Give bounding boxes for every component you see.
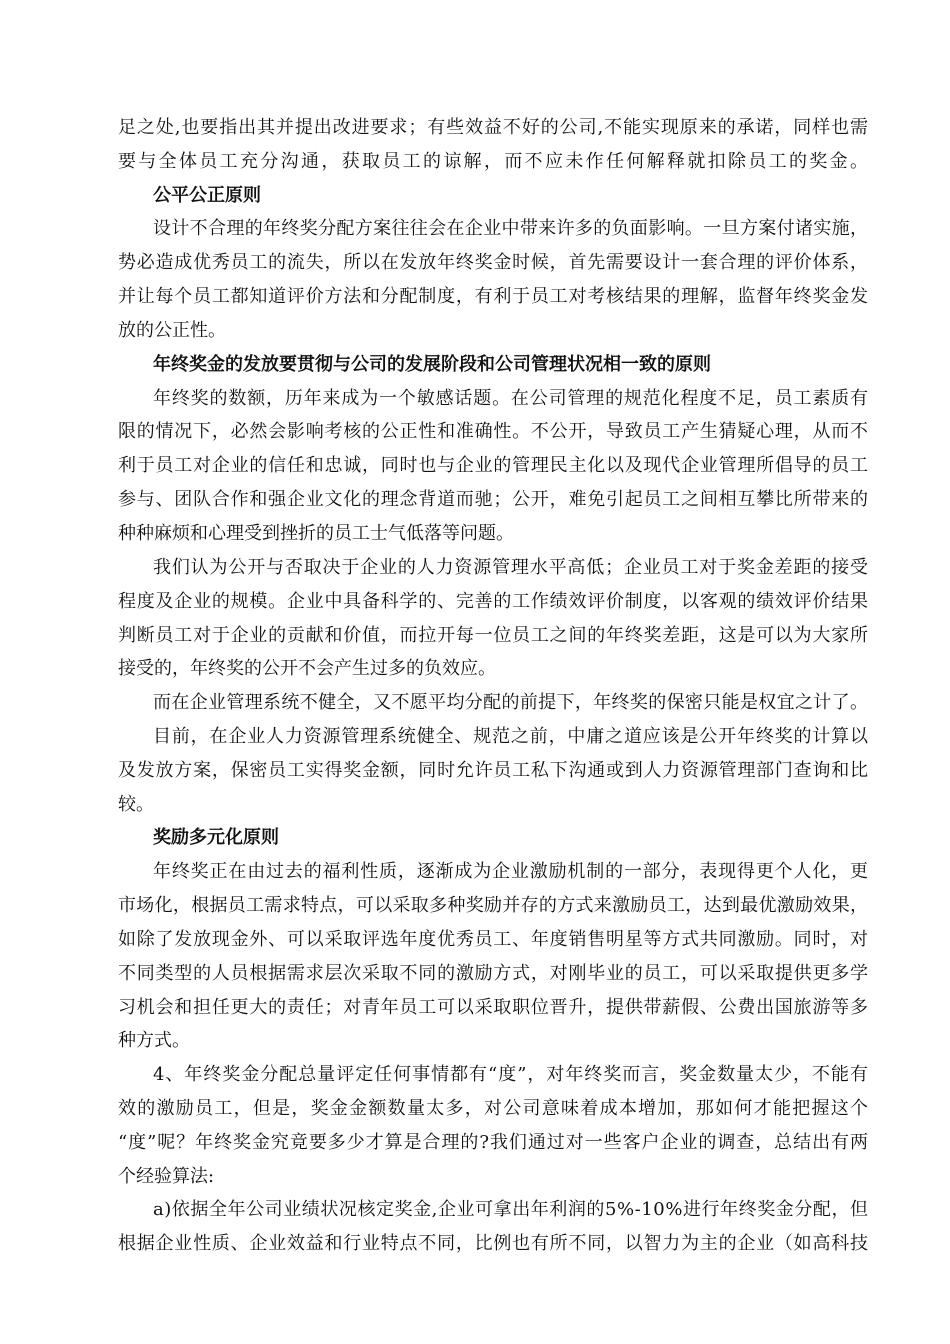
line-text: 利于员工对企业的信任和忠诚，同时也与企业的管理民主化以及现代企业管理所倡导的员工: [118, 455, 869, 476]
paragraph-line: [0, 688, 950, 718]
line-text: 放的公正性。: [118, 320, 226, 341]
paragraph-line: [0, 316, 950, 346]
line-text: 个经验算法:: [118, 1166, 215, 1187]
paragraph-line: [0, 993, 950, 1023]
paragraph-line: [0, 959, 950, 989]
line-text: 如除了发放现金外、可以采取评选年度优秀员工、年度销售明星等方式共同激励。同时，对: [118, 929, 869, 950]
line-text: 4、年终奖金分配总量评定任何事情都有“度”，对年终奖而言，奖金数量太少，不能有: [153, 1064, 869, 1085]
line-text: 并让每个员工都知道评价方法和分配制度，有利于员工对考核结果的理解，监督年终奖金发: [118, 286, 869, 307]
line-text: 目前，在企业人力资源管理系统健全、规范之前，中庸之道应该是公开年终奖的计算以: [153, 726, 869, 747]
line-text: 及发放方案，保密员工实得奖金额，同时允许员工私下沟通或到人力资源管理部门查询和比: [118, 760, 869, 781]
line-text: 公平公正原则: [153, 185, 261, 206]
line-text: 而在企业管理系统不健全，又不愿平均分配的前提下，年终奖的保密只能是权宜之计了。: [153, 692, 869, 713]
paragraph-line: [0, 722, 950, 752]
paragraph-line: [0, 248, 950, 278]
line-text: 种种麻烦和心理受到挫折的员工士气低落等问题。: [118, 523, 514, 544]
paragraph-line: [0, 1162, 950, 1192]
line-text: 较。: [118, 794, 154, 815]
line-text: 根据企业性质、企业效益和行业特点不同，比例也有所不同，以智力为主的企业（如高科技: [118, 1233, 869, 1254]
line-text: 势必造成优秀员工的流失，所以在发放年终奖金时候，首先需要设计一套合理的评价体系，: [118, 252, 869, 273]
line-text: 种方式。: [118, 1030, 190, 1051]
line-text: “度”呢？年终奖金究竟要多少才算是合理的?我们通过对一些客户企业的调查，总结出有两: [118, 1132, 869, 1153]
paragraph-line: [0, 891, 950, 921]
section-heading: [0, 350, 950, 380]
paragraph-line: [0, 1128, 950, 1158]
line-text: 市场化，根据员工需求特点，可以采取多种奖励并存的方式来激励员工，达到最优激励效果，: [118, 895, 869, 916]
line-text: 参与、团队合作和强企业文化的理念背道而驰；公开，难免引起员工之间相互攀比所带来的: [118, 489, 869, 510]
line-text: 年终奖正在由过去的福利性质，逐渐成为企业激励机制的一部分，表现得更个人化，更: [153, 861, 869, 882]
paragraph-line: [0, 654, 950, 684]
paragraph-line: [0, 485, 950, 515]
paragraph-line: [0, 147, 950, 177]
paragraph-line: [0, 214, 950, 244]
section-heading: [0, 823, 950, 853]
section-heading: [0, 181, 950, 211]
paragraph-line: [0, 925, 950, 955]
line-text: 奖励多元化原则: [153, 827, 279, 848]
paragraph-line: [0, 417, 950, 447]
paragraph-line: [0, 621, 950, 651]
paragraph-line: [0, 756, 950, 786]
paragraph-line: [0, 587, 950, 617]
paragraph-line: [0, 1026, 950, 1056]
paragraph-line: [0, 1229, 950, 1259]
line-text: 足之处,也要指出其并提出改进要求；有些效益不好的公司,不能实现原来的承诺，同样也需: [118, 117, 869, 138]
paragraph-line: [0, 519, 950, 549]
paragraph-line: [0, 790, 950, 820]
paragraph-line: [0, 282, 950, 312]
line-text: 判断员工对于企业的贡献和价值，而拉开每一位员工之间的年终奖差距，这是可以为大家所: [118, 625, 869, 646]
paragraph-line: [0, 451, 950, 481]
paragraph-line: [0, 1094, 950, 1124]
paragraph-line: [0, 384, 950, 414]
line-text: a)依据全年公司业绩状况核定奖金,企业可拿出年利润的5%-10%进行年终奖金分配，但: [153, 1199, 869, 1220]
line-text: 程度及企业的规模。企业中具备科学的、完善的工作绩效评价制度，以客观的绩效评价结果: [118, 591, 869, 612]
paragraph-line: [0, 1060, 950, 1090]
line-text: 年终奖的数额，历年来成为一个敏感话题。在公司管理的规范化程度不足，员工素质有: [153, 388, 869, 409]
line-text: 效的激励员工，但是，奖金金额数量太多，对公司意味着成本增加，那如何才能把握这个: [118, 1098, 870, 1119]
paragraph-line: [0, 857, 950, 887]
line-text: 年终奖金的发放要贯彻与公司的发展阶段和公司管理状况相一致的原则: [153, 354, 711, 375]
line-text: 限的情况下，必然会影响考核的公正性和准确性。不公开，导致员工产生猜疑心理，从而不: [118, 421, 869, 442]
line-text: 不同类型的人员根据需求层次采取不同的激励方式，对刚毕业的员工，可以采取提供更多学: [118, 963, 869, 984]
paragraph-line: [0, 553, 950, 583]
line-text: 习机会和担任更大的责任；对青年员工可以采取职位晋升，提供带薪假、公费出国旅游等多: [118, 997, 869, 1018]
line-text: 我们认为公开与否取决于企业的人力资源管理水平高低；企业员工对于奖金差距的接受: [153, 557, 869, 578]
line-text: 要与全体员工充分沟通，获取员工的谅解，而不应未作任何解释就扣除员工的奖金。: [118, 151, 871, 172]
paragraph-line: [0, 1195, 950, 1225]
line-text: 接受的，年终奖的公开不会产生过多的负效应。: [118, 658, 496, 679]
line-text: 设计不合理的年终奖分配方案往往会在企业中带来许多的负面影响。一旦方案付诸实施，: [153, 218, 869, 239]
paragraph-line: [0, 113, 950, 143]
